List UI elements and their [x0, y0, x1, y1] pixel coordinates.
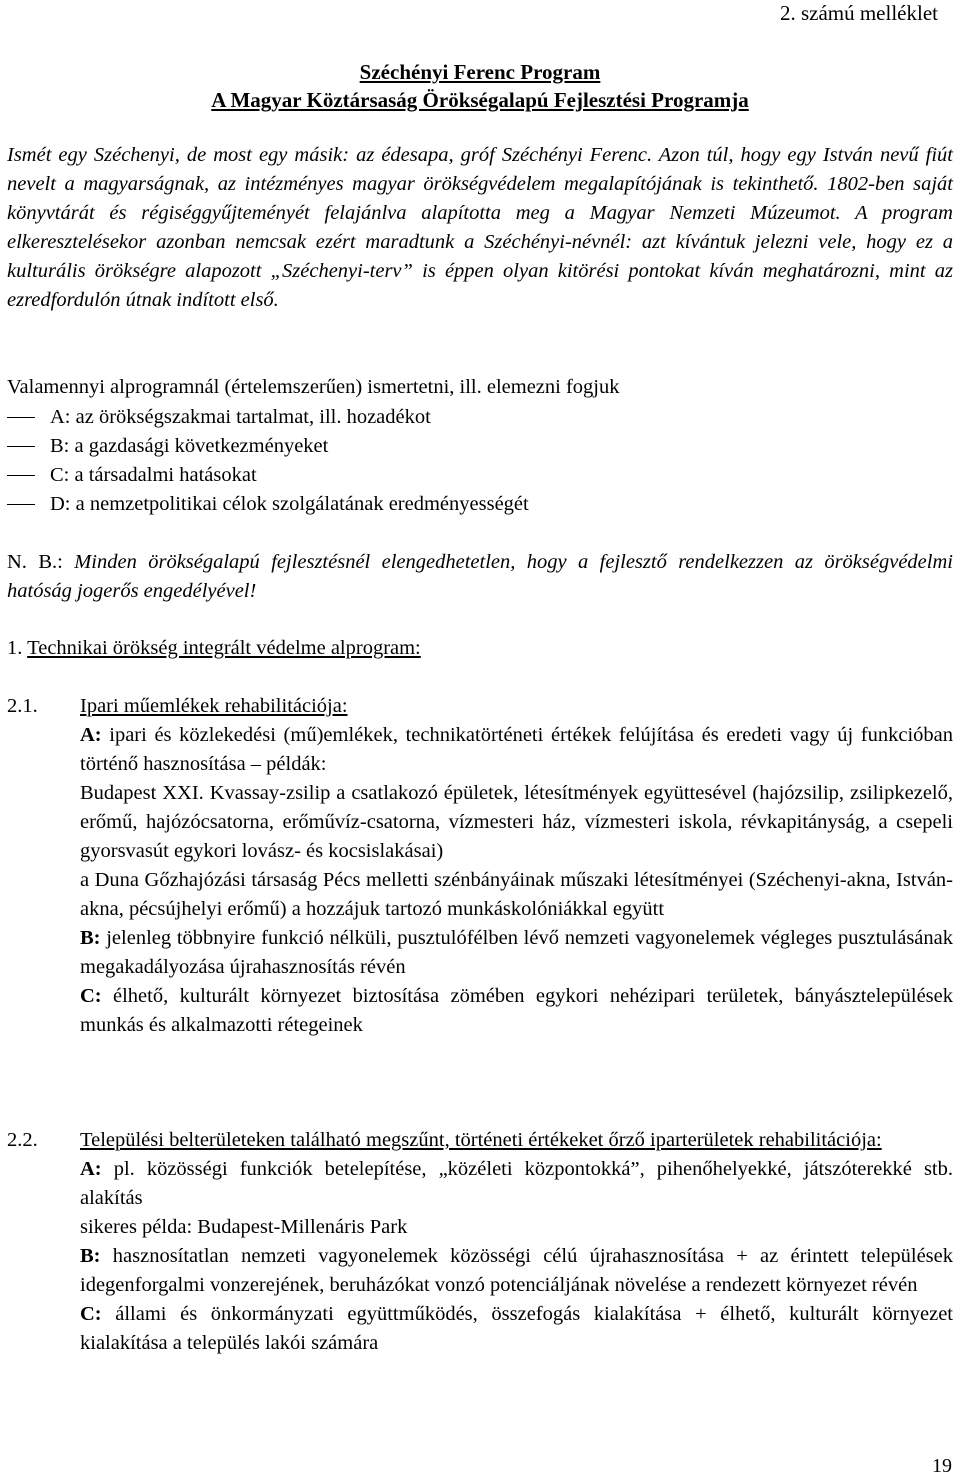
program-title: Széchényi Ferenc Program [359, 60, 601, 84]
list-item-text: A: az örökségszakmai tartalmat, ill. hozadékot [50, 406, 431, 428]
dash-bullet [7, 490, 50, 519]
subsection-body [80, 1126, 953, 1358]
list-item [7, 403, 947, 432]
point-c-text: élhető, kulturált környezet biztosítása zömében egykori nehézipari területek, bányásztelepülések munkás és alkalmazotti rétegeinek [80, 985, 954, 1036]
dash-bullet [7, 403, 50, 432]
list-item [7, 432, 947, 461]
point-a-label: A: [80, 724, 102, 746]
nota-bene-text: Minden örökségalapú fejlesztésnél elengedhetetlen, hogy a fejlesztő rendelkezzen az örökségvédelmi hatóság jogerős engedélyével! [7, 551, 953, 602]
section-heading [7, 634, 421, 663]
example-kvassay: Budapest XXI. Kvassay-zsilip a csatlakozó épületek, létesítmények együttesével (hajózsilip, zsilipkezelő, erőmű, hajózócsatorna, erőművíz-csatorna, vízmesteri ház, vízmesteri iskola, révkapitányság, a csepeli gyorsvasút egykori lovász- és kocsislakásai) [80, 782, 953, 862]
point-c-text: állami és önkormányzati együttműködés, összefogás kialakítása + élhető, kulturált környezet kialakítása a település lakói számára [80, 1303, 954, 1354]
nota-bene [7, 548, 953, 606]
program-subtitle: A Magyar Köztársaság Örökségalapú Fejlesztési Programja [211, 88, 749, 112]
point-a-label: A: [80, 1158, 102, 1180]
subsection-number: 2.2. [7, 1129, 38, 1151]
intro-paragraph: Ismét egy Széchenyi, de most egy másik: az édesapa, gróf Széchényi Ferenc. Azon túl, hogy egy István nevű fiút nevelt a magyarságnak, az intézményes magyar örökségvédelem megalapítójának is tekinthető. 1802-ben saját könyvtárát és régiséggyűjteményét felajánlva alapította meg a Magyar Nemzeti Múzeumot. A program elkeresztelésekor azonban nemcsak ezért maradtunk a Széchényi-névnél: azt kívántuk jelezni vele, hogy ez a kulturális örökségre alapozott „Széchenyi-terv” is éppen olyan kitörési pontokat kíván meghatározni, mint az ezredfordulón útnak indított első. [7, 144, 953, 311]
subsection-title: Ipari műemlékek rehabilitációja: [80, 695, 348, 717]
list-item-text: C: a társadalmi hatásokat [50, 464, 257, 486]
point-b-label: B: [80, 927, 101, 949]
point-c-label: C: [80, 1303, 102, 1325]
section-title: Technikai örökség integrált védelme alprogram: [27, 637, 421, 659]
success-example: sikeres példa: Budapest-Millenáris Park [80, 1216, 408, 1238]
subsection-2-1 [7, 692, 953, 1112]
point-b-text: hasznosítatlan nemzeti vagyonelemek közösségi célú újrahasznosítása + az érintett települések idegenforgalmi vonzerejének, beruházókat vonzó potenciáljának növelése a rendezett környezet révén [80, 1245, 953, 1296]
point-b [80, 1242, 953, 1300]
point-c-label: C: [80, 985, 102, 1007]
subsection-title: Települési belterületeken található megszűnt, történeti értékeket őrző iparterületek rehabilitációja: [80, 1129, 882, 1151]
list-item [7, 490, 947, 519]
list-item-text: B: a gazdasági következményeket [50, 435, 329, 457]
title-block [0, 58, 960, 114]
dash-bullet [7, 432, 50, 461]
section-number: 1. [7, 637, 23, 659]
annex-label: 2. számú melléklet [779, 1, 938, 25]
list-item-text: D: a nemzetpolitikai célok szolgálatának eredményességét [50, 493, 529, 515]
point-c [80, 982, 953, 1040]
analysis-lead: Valamennyi alprogramnál (értelemszerűen) ismertetni, ill. elemezni fogjuk [7, 376, 620, 398]
point-a-text: ipari és közlekedési (mű)emlékek, technikatörténeti értékek felújítása és eredeti vagy új funkcióban történő hasznosítása – példák: [80, 724, 953, 775]
point-a-text: pl. közösségi funkciók betelepítése, „közéleti központokká”, pihenőhelyekké, játszóterekké stb. alakítás [80, 1158, 953, 1209]
subsection-2-2 [7, 1126, 953, 1426]
analysis-list [7, 403, 947, 519]
point-a [80, 721, 953, 779]
point-c [80, 1300, 953, 1358]
page-number: 19 [932, 1455, 952, 1477]
subsection-number: 2.1. [7, 695, 38, 717]
example-ddsg: a Duna Gőzhajózási társaság Pécs melletti szénbányáinak műszaki létesítményei (Széchenyi-akna, István-akna, pécsújhelyi erőmű) a hozzájuk tartozó munkáskolóniákkal együtt [80, 869, 953, 920]
dash-bullet [7, 461, 50, 490]
point-b-label: B: [80, 1245, 101, 1267]
point-b [80, 924, 953, 982]
nota-bene-label: N. B.: [7, 551, 63, 573]
point-a [80, 1155, 953, 1213]
subsection-body [80, 692, 953, 1040]
point-b-text: jelenleg többnyire funkció nélküli, pusztulófélben lévő nemzeti vagyonelemek végleges pusztulásának megakadályozása újrahasznosítás révén [80, 927, 954, 978]
list-item [7, 461, 947, 490]
